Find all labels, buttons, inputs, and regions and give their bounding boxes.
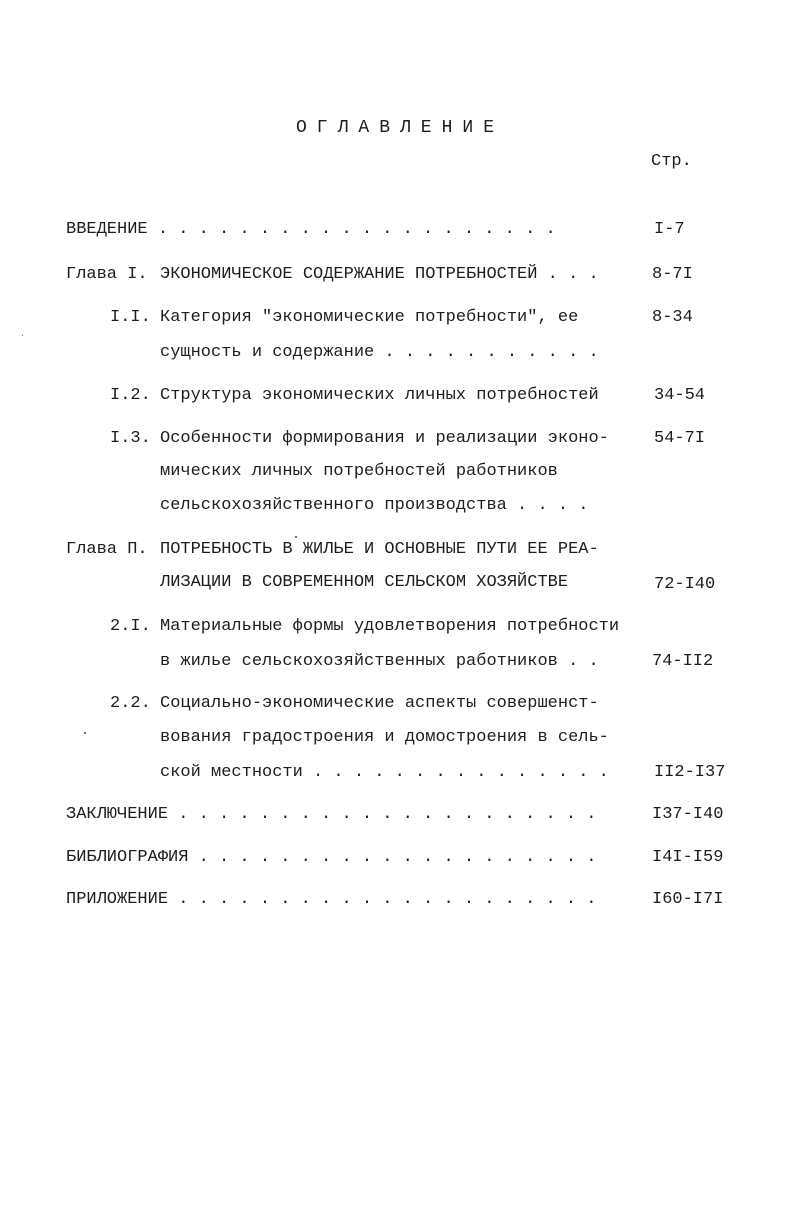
toc-page-intro: I-7 <box>654 220 685 239</box>
toc-entry-chapter-2-line-1: ПОТРЕБНОСТЬ В ЖИЛЬЕ И ОСНОВНЫЕ ПУТИ ЕЕ РЕА- <box>160 540 599 559</box>
toc-entry-section-2-2-line-1: Социально-экономические аспекты совершенст- <box>160 694 599 713</box>
toc-section-number-2-1: 2.I. <box>110 617 151 636</box>
toc-page-conclusion: I37-I40 <box>652 805 724 824</box>
toc-section-number-1-3: I.3. <box>110 429 151 448</box>
toc-page-section-2-2: II2-I37 <box>654 763 726 782</box>
toc-entry-bibliography: БИБЛИОГРАФИЯ . . . . . . . . . . . . . . . . . . . . <box>66 848 597 867</box>
toc-page-section-1-3: 54-7I <box>654 429 706 448</box>
toc-page-bibliography: I4I-I59 <box>652 848 724 867</box>
toc-chapter-label-2: Глава П. <box>66 540 148 559</box>
toc-entry-conclusion: ЗАКЛЮЧЕНИЕ . . . . . . . . . . . . . . . . . . . . . <box>66 805 597 824</box>
toc-entry-chapter-1: ЭКОНОМИЧЕСКОЕ СОДЕРЖАНИЕ ПОТРЕБНОСТЕЙ . . . <box>160 265 599 284</box>
toc-entry-section-1-3-line-3: сельскохозяйственного производства . . . . <box>160 496 589 515</box>
scan-speck <box>22 335 23 336</box>
toc-page-section-1-1: 8-34 <box>652 308 693 327</box>
toc-entry-chapter-2-line-2: ЛИЗАЦИИ В СОВРЕМЕННОМ СЕЛЬСКОМ ХОЗЯЙСТВЕ <box>160 573 569 592</box>
toc-page-appendix: I60-I7I <box>652 890 724 909</box>
toc-page-section-1-2: 34-54 <box>654 386 706 405</box>
toc-section-number-2-2: 2.2. <box>110 694 151 713</box>
toc-page-section-2-1: 74-II2 <box>652 652 714 671</box>
toc-entry-appendix: ПРИЛОЖЕНИЕ . . . . . . . . . . . . . . . . . . . . . <box>66 890 597 909</box>
toc-entry-section-2-1-line-1: Материальные формы удовлетворения потребности <box>160 617 620 636</box>
toc-entry-section-2-2-line-3: ской местности . . . . . . . . . . . . . . . <box>160 763 609 782</box>
page-column-header: Стр. <box>651 152 692 171</box>
toc-entry-section-1-1-line-1: Категория "экономические потребности", ее <box>160 308 579 327</box>
scan-speck <box>84 732 86 734</box>
toc-entry-section-2-2-line-2: вования градостроения и домостроения в сель- <box>160 728 609 747</box>
page-title: ОГЛАВЛЕНИЕ <box>296 118 505 138</box>
toc-entry-section-2-1-line-2: в жилье сельскохозяйственных работников . . <box>160 652 599 671</box>
toc-section-number-1-2: I.2. <box>110 386 151 405</box>
toc-section-number-1-1: I.I. <box>110 308 151 327</box>
scan-speck <box>295 536 297 538</box>
toc-chapter-label-1: Глава I. <box>66 265 148 284</box>
toc-entry-section-1-3-line-2: мических личных потребностей работников <box>160 462 558 481</box>
toc-entry-section-1-3-line-1: Особенности формирования и реализации эконо- <box>160 429 609 448</box>
toc-page-chapter-1: 8-7I <box>652 265 693 284</box>
toc-entry-section-1-2-line-1: Структура экономических личных потребностей <box>160 386 599 405</box>
toc-entry-intro: ВВЕДЕНИЕ . . . . . . . . . . . . . . . . . . . . <box>66 220 556 239</box>
toc-entry-section-1-1-line-2: сущность и содержание . . . . . . . . . . . <box>160 343 599 362</box>
toc-page-chapter-2: 72-I40 <box>654 575 716 594</box>
